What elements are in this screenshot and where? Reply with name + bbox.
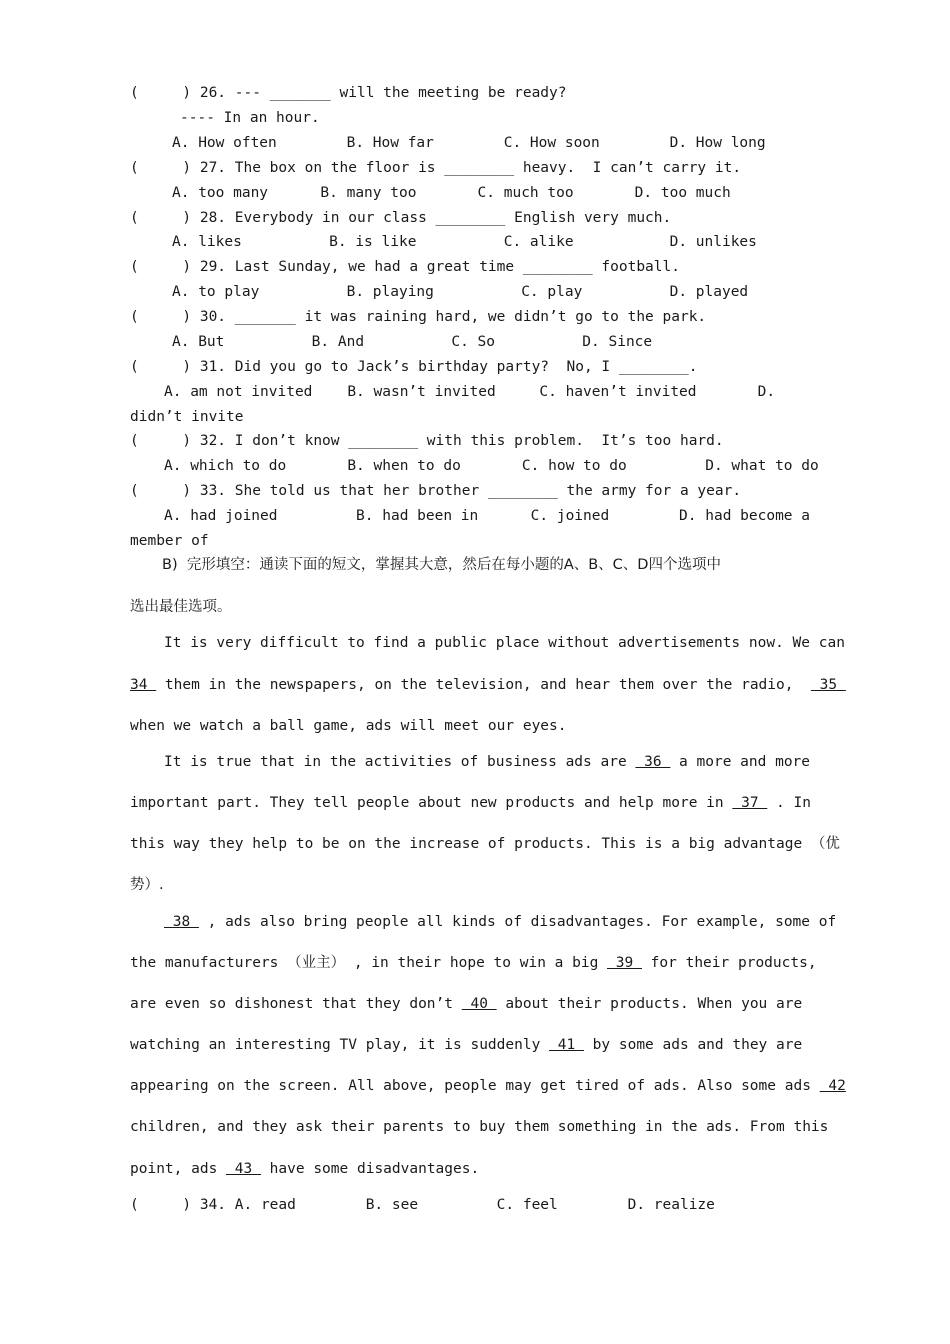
- p2-line3: this way they help to be on the increase of products. This is a big advantage （优: [130, 836, 840, 852]
- p3-line4-a: watching an interesting TV play, it is suddenly: [130, 1037, 550, 1053]
- q29-options: A. to play B. playing C. play D. played: [172, 284, 749, 300]
- p1-line2: [130, 676, 846, 694]
- p3-line3-a: are even so dishonest that they don’t: [130, 996, 462, 1012]
- p1-line3: when we watch a ball game, ads will meet our eyes.: [130, 718, 567, 734]
- p2-line1: [164, 753, 810, 771]
- p3-line4-b: by some ads and they are: [583, 1037, 803, 1053]
- q30-stem: ( ) 30. _______ it was raining hard, we didn’t go to the park.: [130, 309, 707, 325]
- q26-reply: ---- In an hour.: [180, 110, 320, 126]
- blank-38: 38: [164, 914, 199, 930]
- blank-43: 43: [226, 1161, 261, 1177]
- p3-line6: children, and they ask their parents to buy them something in the ads. From this: [130, 1119, 829, 1135]
- blank-40: 40: [461, 996, 497, 1012]
- blank-37: 37: [732, 795, 768, 811]
- q32-stem: ( ) 32. I don’t know ________ with this problem. It’s too hard.: [130, 433, 724, 449]
- q31-options-cont: didn’t invite: [130, 409, 244, 425]
- cloze-heading-line1: B) 完形填空：通读下面的短文，掌握其大意，然后在每小题的A、B、C、D四个选项中: [162, 557, 721, 573]
- p2-line1-b: a more and more: [670, 754, 811, 770]
- p1-line1: It is very difficult to find a public place without advertisements now. We can: [164, 635, 845, 651]
- blank-39: 39: [607, 955, 642, 971]
- q27-stem: ( ) 27. The box on the floor is ________ heavy. I can’t carry it.: [130, 160, 742, 176]
- q34-line: ( ) 34. A. read B. see C. feel D. realize: [130, 1197, 715, 1213]
- p2-line2-a: important part. They tell people about new products and help more in: [130, 795, 733, 811]
- q26-stem: ( ) 26. --- _______ will the meeting be ready?: [130, 85, 567, 101]
- blank-34: 34: [130, 677, 157, 693]
- p3-line2-b: for their products,: [641, 955, 817, 971]
- p2-line2: [130, 794, 811, 812]
- p3-line2-a: the manufacturers （业主） , in their hope to win a big: [130, 955, 608, 971]
- p3-line4: [130, 1036, 802, 1054]
- p3-line7-b: have some disadvantages.: [260, 1161, 480, 1177]
- p3-line7-a: point, ads: [130, 1161, 227, 1177]
- p2-line2-b: . In: [767, 795, 811, 811]
- q27-options: A. too many B. many too C. much too D. too much: [172, 185, 731, 201]
- q28-options: A. likes B. is like C. alike D. unlikes: [172, 234, 757, 250]
- blank-36: 36: [635, 754, 671, 770]
- p2-line4: 势）.: [130, 877, 164, 893]
- blank-35: 35: [810, 677, 846, 693]
- p3-line7: [130, 1160, 479, 1178]
- q33-stem: ( ) 33. She told us that her brother ________ the army for a year.: [130, 483, 742, 499]
- q30-options: A. But B. And C. So D. Since: [172, 334, 653, 350]
- p3-line1: [164, 913, 836, 931]
- blank-41: 41: [549, 1037, 584, 1053]
- p3-line2: [130, 954, 817, 972]
- q31-options: A. am not invited B. wasn’t invited C. haven’t invited D.: [164, 384, 776, 400]
- p3-line3-b: about their products. When you are: [496, 996, 803, 1012]
- p3-line5-a: appearing on the screen. All above, people may get tired of ads. Also some ads: [130, 1078, 820, 1094]
- q29-stem: ( ) 29. Last Sunday, we had a great time ________ football.: [130, 259, 680, 275]
- q33-options: A. had joined B. had been in C. joined D. had become a: [164, 508, 811, 524]
- q31-stem: ( ) 31. Did you go to Jack’s birthday party? No, I ________.: [130, 359, 698, 375]
- p3-line3: [130, 995, 802, 1013]
- q28-stem: ( ) 28. Everybody in our class ________ English very much.: [130, 210, 672, 226]
- cloze-heading-line2: 选出最佳选项。: [130, 599, 232, 615]
- p3-line1-text: , ads also bring people all kinds of disadvantages. For example, some of: [198, 914, 837, 930]
- p3-line5: [130, 1077, 846, 1095]
- q32-options: A. which to do B. when to do C. how to do D. what to do: [164, 458, 819, 474]
- q33-options-cont: member of: [130, 533, 209, 549]
- blank-42: 42: [819, 1078, 846, 1094]
- q26-options: A. How often B. How far C. How soon D. How long: [172, 135, 766, 151]
- p1-line2-text: them in the newspapers, on the television, and hear them over the radio,: [156, 677, 811, 693]
- p2-line1-a: It is true that in the activities of business ads are: [164, 754, 636, 770]
